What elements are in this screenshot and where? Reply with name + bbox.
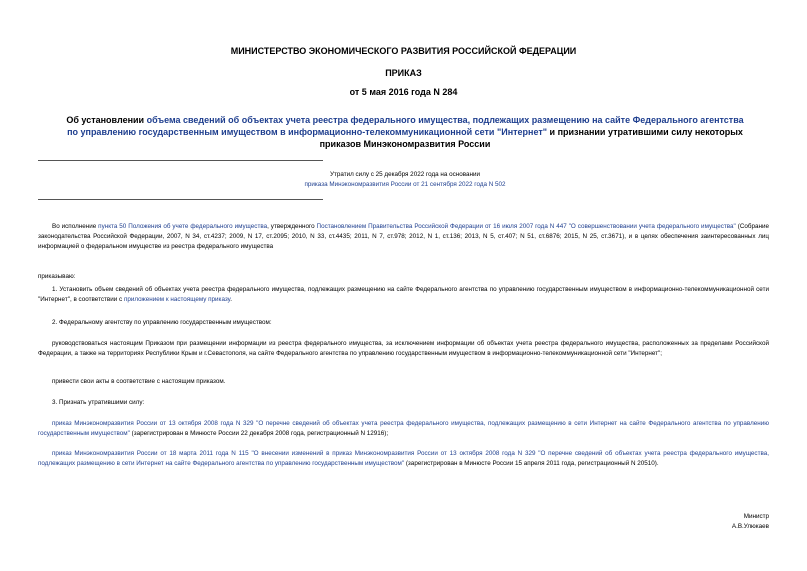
- preamble-text-1: Во исполнение: [52, 223, 99, 230]
- repeal-1-link[interactable]: приказ Минэкономразвития России от 13 октября 2008 года N 329 "О перечне сведений об объектах учета реестра федерального имущества, подлежащих размещению в сети Интернет на сайте Федерального агентства по управлению государственным имуществом": [38, 420, 769, 437]
- item-1: [38, 285, 769, 305]
- preamble-text-2: , утвержденного: [267, 223, 317, 230]
- expired-text: Утратил силу с 25 декабря 2022 года на основании: [329, 171, 481, 178]
- divider-bottom: [38, 199, 323, 200]
- item-2-bring: привести свои акты в соответствие с настоящим приказом.: [52, 378, 226, 385]
- appendix-link[interactable]: приложением к настоящему приказу: [123, 296, 231, 303]
- regulation-link[interactable]: пункта 50 Положения об учете федерального имущества: [98, 223, 268, 230]
- preamble-text-3: (Собрание законодательства Российской Федерации, 2007, N 34, ст.4237; 2009, N 17, ст.2095; 2010, N 33, ст.4435; 2011, N 7, ст.978; 2012, N 1, ст.136; 2013, N 5, ст.407; N 51, ст.6876; 2015, N 25, ст.3671), и в целях обеспечения заинтересованных лиц информацией о федеральном имуществе из реестра федерального имущества: [38, 223, 769, 250]
- signature-block: [732, 512, 769, 532]
- resolution-link[interactable]: Постановлением Правительства Российской Федерации от 16 июля 2007 года N 447 "О совершенствовании учета федерального имущества": [316, 223, 736, 230]
- signer-position: Министр: [743, 513, 769, 520]
- document-title: [60, 114, 750, 150]
- title-link[interactable]: объема сведений об объектах учета реестра федерального имущества, подлежащих размещению на сайте Федерального агентства по управлению государственным имуществом в информационно-телекоммуникационной сети "Интернет": [67, 115, 744, 137]
- repeal-2-tail: (зарегистрирован в Минюсте России 15 апреля 2011 года, регистрационный N 20510).: [404, 460, 659, 467]
- item-2-use: руководствоваться настоящим Приказом при размещении информации из реестра федерального имущества, за исключением информации об объектах учета реестра федерального имущества, расположенных за пределами Российской Федерации, а также на территориях Республики Крым и г.Севастополя, на сайте Федерального агентства по управлению государственным имуществом в информационно-телекоммуникационной сети "Интернет";: [38, 340, 769, 357]
- item-3-heading: 3. Признать утратившими силу:: [52, 399, 145, 406]
- item-1-text: 1. Установить объем сведений об объектах учета реестра федерального имущества, подлежащих размещению на сайте Федерального агентства по управлению государственным имуществом в информационно-телекоммуникационной сети "Интернет", в соответствии с: [38, 286, 769, 303]
- title-prefix: Об установлении: [66, 115, 147, 125]
- document-date: от 5 мая 2016 года N 284: [349, 87, 458, 97]
- repeal-item-2: [38, 449, 769, 469]
- expired-link[interactable]: приказа Минэкономразвития России от 21 сентября 2022 года N 502: [304, 181, 506, 188]
- divider-top: [38, 160, 323, 161]
- document-type: ПРИКАЗ: [385, 68, 422, 78]
- preamble-paragraph: [38, 222, 769, 252]
- repeal-2-link[interactable]: приказ Минэкономразвития России от 18 марта 2011 года N 115 "О внесении изменений в приказ Минэкономразвития России от 13 октября 2008 года N 329 "О перечне сведений об объектах учета реестра федерального имущества, подлежащих размещению в сети Интернет на сайте Федерального агентства по управлению государственным имуществом": [38, 450, 769, 467]
- order-word: приказываю:: [38, 273, 76, 280]
- repeal-1-tail: (зарегистрирован в Минюсте России 22 декабря 2008 года, регистрационный N 12916);: [129, 430, 389, 437]
- title-suffix: и признании утратившими силу некоторых приказов Минэкономразвития России: [319, 127, 743, 149]
- signer-name: А.В.Улюкаев: [731, 523, 769, 530]
- repeal-item-1: [38, 419, 769, 439]
- expired-notice: [240, 170, 570, 190]
- ministry-name: МИНИСТЕРСТВО ЭКОНОМИЧЕСКОГО РАЗВИТИЯ РОССИЙСКОЙ ФЕДЕРАЦИИ: [230, 46, 577, 56]
- item-1-end: .: [230, 296, 232, 303]
- item-2-heading: 2. Федеральному агентству по управлению государственным имуществом:: [52, 319, 272, 326]
